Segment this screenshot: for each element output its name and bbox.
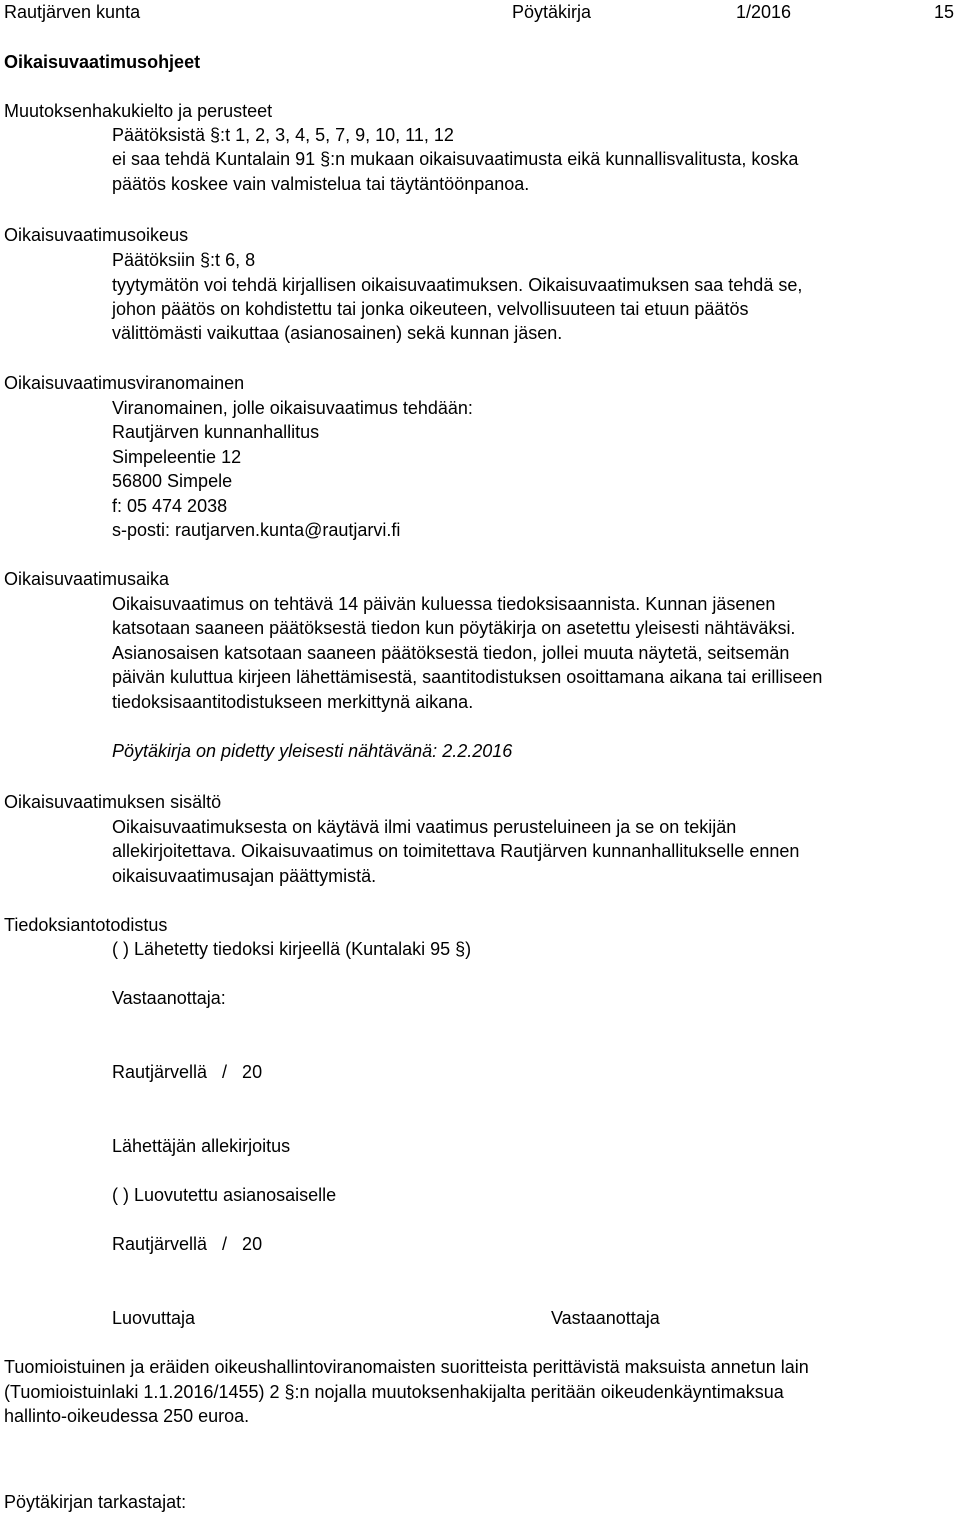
deadline-line: Asianosaisen katsotaan saaneen päätöksestä tiedon, jollei muuta näytetä, seitsemän (112, 643, 790, 663)
content-heading: Oikaisuvaatimuksen sisältö (4, 792, 222, 812)
certificate-handed: ( ) Luovutettu asianosaiselle (112, 1185, 337, 1205)
prohibition-line: Päätöksistä §:t 1, 2, 3, 4, 5, 7, 9, 10, 11, 12 (112, 125, 454, 145)
right-line: Päätöksiin §:t 6, 8 (112, 250, 256, 270)
prohibition-heading: Muutoksenhakukielto ja perusteet (4, 101, 273, 121)
right-line: tyytymätön voi tehdä kirjallisen oikaisuvaatimuksen. Oikaisuvaatimuksen saa tehdä se, (112, 275, 803, 295)
right-line: johon päätös on kohdistettu tai jonka oikeuteen, velvollisuuteen tai etuun päätös (112, 299, 749, 319)
right-heading: Oikaisuvaatimusoikeus (4, 225, 189, 245)
deadline-line: tiedoksisaantitodistukseen merkittynä aikana. (112, 692, 474, 712)
certificate-recipient: Vastaanottaja: (112, 988, 226, 1008)
authority-email: s-posti: rautjarven.kunta@rautjarvi.fi (112, 520, 401, 540)
certificate-sender-signature: Lähettäjän allekirjoitus (112, 1136, 291, 1156)
prohibition-line: päätös koskee vain valmistelua tai täytäntöönpanoa. (112, 174, 530, 194)
right-line: välittömästi vaikuttaa (asianosainen) sekä kunnan jäsen. (112, 323, 563, 343)
certificate-receiver: Vastaanottaja (551, 1308, 660, 1328)
deadline-line: Oikaisuvaatimus on tehtävä 14 päivän kuluessa tiedoksisaannista. Kunnan jäsenen (112, 594, 776, 614)
header-municipality: Rautjärven kunta (4, 2, 141, 22)
deadline-line: katsotaan saaneen päätöksestä tiedon kun pöytäkirja on asetettu yleisesti nähtäväksi. (112, 618, 796, 638)
fee-line: hallinto-oikeudessa 250 euroa. (4, 1406, 250, 1426)
authority-line: Simpeleentie 12 (112, 447, 242, 467)
certificate-handed-by: Luovuttaja (112, 1308, 196, 1328)
page-title: Oikaisuvaatimusohjeet (4, 52, 201, 72)
content-line: allekirjoitettava. Oikaisuvaatimus on toimitettava Rautjärven kunnanhallitukselle ennen (112, 841, 800, 861)
authority-line: Rautjärven kunnanhallitus (112, 422, 320, 442)
authority-line: f: 05 474 2038 (112, 496, 228, 516)
authority-line: 56800 Simpele (112, 471, 233, 491)
certificate-sent: ( ) Lähetetty tiedoksi kirjeellä (Kuntalaki 95 §) (112, 939, 472, 959)
content-line: Oikaisuvaatimuksesta on käytävä ilmi vaatimus perusteluineen ja se on tekijän (112, 817, 737, 837)
reviewers-label: Pöytäkirjan tarkastajat: (4, 1492, 187, 1512)
header-page-number: 15 (934, 2, 955, 22)
fee-line: (Tuomioistuinlaki 1.1.2016/1455) 2 §:n nojalla muutoksenhakijalta peritään oikeudenkäyntimaksua (4, 1382, 784, 1402)
header-doc-number: 1/2016 (736, 2, 792, 22)
fee-line: Tuomioistuinen ja eräiden oikeushallintoviranomaisten suoritteista perittävistä maksuista annetun lain (4, 1357, 809, 1377)
deadline-notice: Pöytäkirja on pidetty yleisesti nähtävänä: 2.2.2016 (112, 741, 513, 761)
header-doc-type: Pöytäkirja (512, 2, 592, 22)
certificate-heading: Tiedoksiantotodistus (4, 915, 168, 935)
deadline-line: päivän kuluttua kirjeen lähettämisestä, saantitodistuksen osoittamana aikana tai erilliseen (112, 667, 823, 687)
authority-line: Viranomainen, jolle oikaisuvaatimus tehdään: (112, 398, 473, 418)
content-line: oikaisuvaatimusajan päättymistä. (112, 866, 377, 886)
certificate-place-date: Rautjärvellä / 20 (112, 1234, 263, 1254)
certificate-place-date: Rautjärvellä / 20 (112, 1062, 263, 1082)
prohibition-line: ei saa tehdä Kuntalain 91 §:n mukaan oikaisuvaatimusta eikä kunnallisvalitusta, koska (112, 149, 799, 169)
authority-heading: Oikaisuvaatimusviranomainen (4, 373, 245, 393)
deadline-heading: Oikaisuvaatimusaika (4, 569, 170, 589)
